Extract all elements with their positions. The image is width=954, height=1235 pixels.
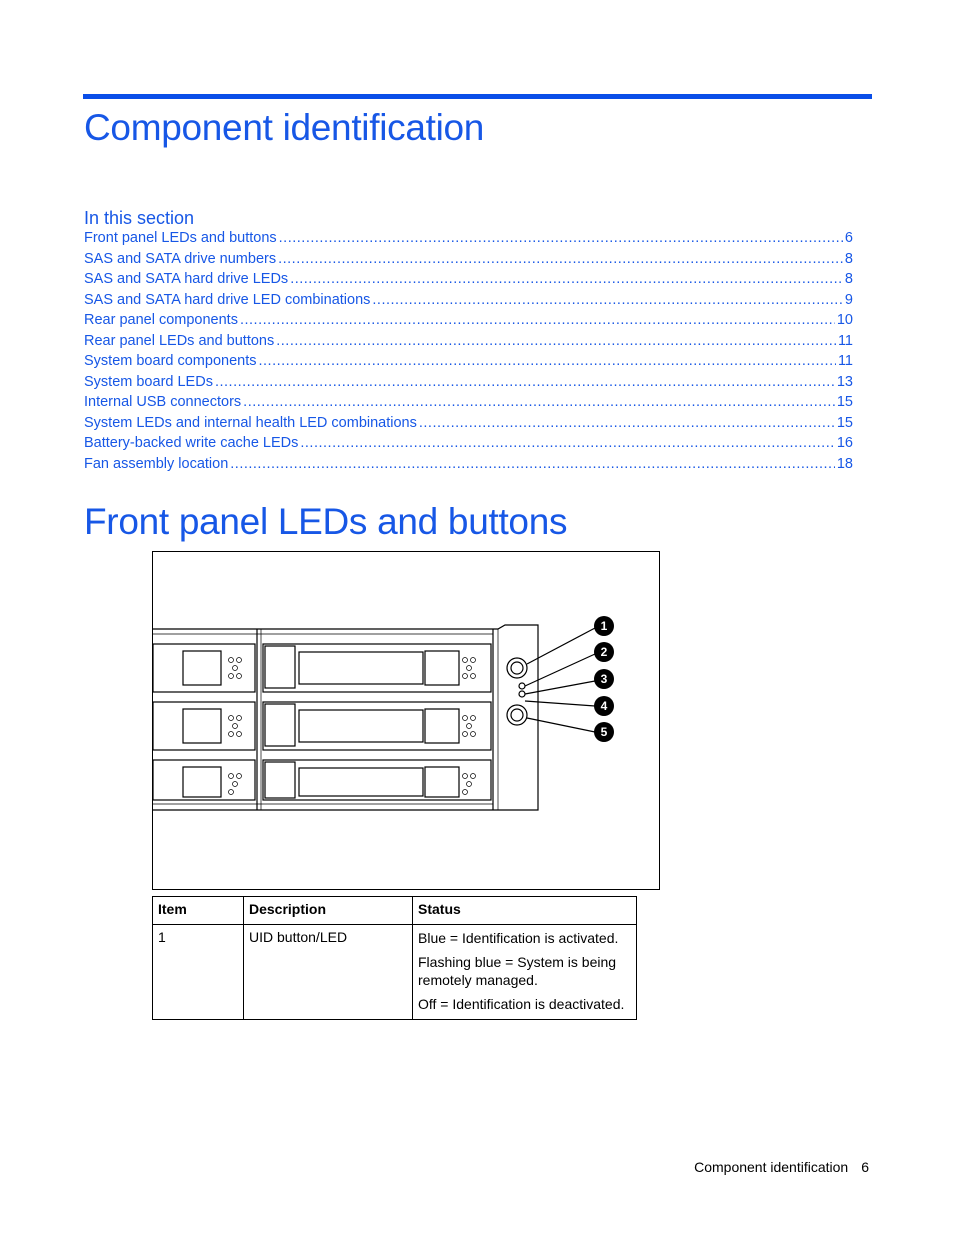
footer-title: Component identification bbox=[694, 1159, 849, 1175]
section-title: Front panel LEDs and buttons bbox=[84, 501, 568, 542]
header-rule bbox=[83, 94, 872, 99]
toc-entry[interactable] bbox=[84, 292, 853, 313]
toc-entry-page: 18 bbox=[836, 455, 853, 472]
toc-entry-title: Front panel LEDs and buttons bbox=[84, 230, 277, 246]
toc-leader bbox=[240, 312, 835, 328]
toc-entry[interactable] bbox=[84, 230, 853, 251]
toc-entry[interactable] bbox=[84, 374, 853, 395]
toc-entry-title: System board LEDs bbox=[84, 373, 213, 390]
toc-entry-page: 15 bbox=[836, 394, 853, 410]
toc-entry-page: 13 bbox=[836, 373, 853, 390]
column-header-description: Description bbox=[244, 897, 413, 925]
column-header-status: Status bbox=[413, 897, 637, 925]
callout-5: 5 bbox=[600, 725, 608, 739]
toc-entry-page: 8 bbox=[844, 271, 853, 287]
toc-leader bbox=[419, 415, 835, 431]
toc-entry-title: System LEDs and internal health LED combinations bbox=[84, 414, 417, 431]
cell-status bbox=[413, 925, 637, 1020]
toc-leader bbox=[372, 292, 843, 308]
toc-entry-page: 11 bbox=[837, 332, 853, 349]
status-line: Flashing blue = System is being remotely managed. bbox=[418, 954, 617, 988]
toc-entry[interactable] bbox=[84, 251, 853, 272]
toc-leader bbox=[215, 374, 835, 390]
chapter-title: Component identification bbox=[84, 107, 485, 148]
cell-description: UID button/LED bbox=[244, 925, 413, 1020]
server-front-panel-diagram bbox=[153, 552, 659, 889]
toc-entry[interactable] bbox=[84, 312, 853, 333]
column-header-item: Item bbox=[153, 897, 244, 925]
front-panel-figure bbox=[152, 551, 660, 890]
toc-entry-title: Rear panel components bbox=[84, 312, 238, 328]
toc-entry[interactable] bbox=[84, 456, 853, 477]
toc-leader bbox=[276, 333, 836, 349]
status-line: Blue = Identification is activated. bbox=[418, 930, 619, 946]
toc-entry[interactable] bbox=[84, 271, 853, 292]
toc-entry[interactable] bbox=[84, 435, 853, 456]
in-this-section-label: In this section bbox=[84, 208, 195, 228]
toc-entry-page: 10 bbox=[836, 312, 853, 328]
toc-leader bbox=[278, 251, 843, 267]
toc-leader bbox=[243, 394, 835, 410]
toc-entry-page: 8 bbox=[844, 250, 853, 267]
table-header-row bbox=[153, 897, 637, 925]
toc-leader bbox=[290, 271, 843, 287]
toc-entry-title: SAS and SATA drive numbers bbox=[84, 250, 277, 267]
toc-entry-title: Battery-backed write cache LEDs bbox=[84, 435, 299, 451]
toc-entry[interactable] bbox=[84, 353, 853, 374]
callout-3: 3 bbox=[600, 672, 608, 686]
toc-entry-title: System board components bbox=[84, 353, 257, 369]
toc-entry-page: 6 bbox=[844, 230, 853, 246]
toc-entry[interactable] bbox=[84, 394, 853, 415]
toc-entry-title: SAS and SATA hard drive LED combinations bbox=[84, 291, 371, 308]
toc-entry-title: Internal USB connectors bbox=[84, 394, 242, 410]
toc-leader bbox=[300, 435, 834, 451]
callout-4: 4 bbox=[600, 699, 608, 713]
toc-leader bbox=[258, 353, 835, 369]
front-panel-table bbox=[152, 896, 637, 1020]
toc-entry-page: 15 bbox=[836, 414, 853, 431]
toc-entry-title: Rear panel LEDs and buttons bbox=[84, 332, 275, 349]
toc-entry[interactable] bbox=[84, 415, 853, 436]
toc-entry[interactable] bbox=[84, 333, 853, 354]
toc-entry-page: 11 bbox=[837, 353, 853, 369]
cell-item: 1 bbox=[153, 925, 244, 1020]
status-line: Off = Identification is deactivated. bbox=[418, 996, 625, 1012]
toc-leader bbox=[230, 456, 835, 472]
toc-entry-page: 16 bbox=[836, 435, 853, 451]
toc-entry-title: Fan assembly location bbox=[84, 455, 229, 472]
table-of-contents bbox=[84, 230, 853, 476]
table-row bbox=[153, 925, 637, 1020]
callout-1: 1 bbox=[600, 619, 608, 633]
toc-entry-page: 9 bbox=[844, 291, 853, 308]
callout-2: 2 bbox=[600, 645, 608, 659]
toc-leader bbox=[279, 230, 843, 246]
footer-page-number: 6 bbox=[861, 1159, 869, 1175]
page-footer bbox=[694, 1159, 869, 1175]
toc-entry-title: SAS and SATA hard drive LEDs bbox=[84, 271, 289, 287]
